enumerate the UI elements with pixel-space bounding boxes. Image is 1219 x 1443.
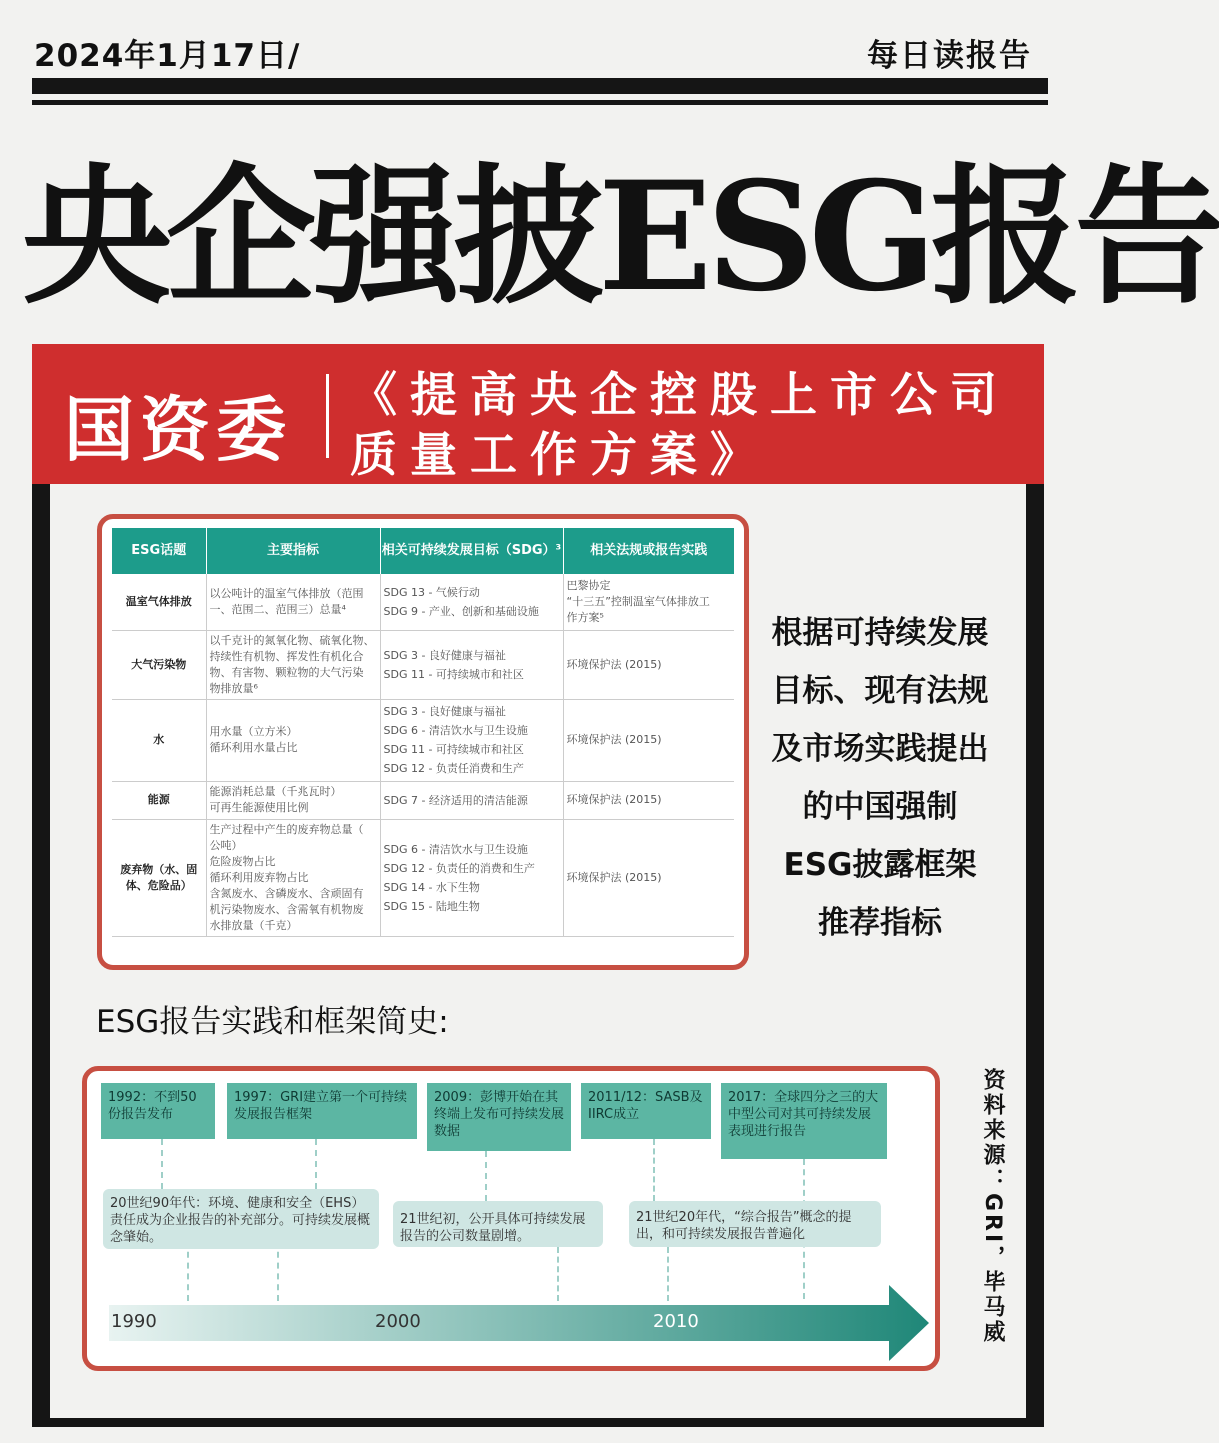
table-body <box>112 574 734 936</box>
indicators-line: 循环利用水量占比 <box>209 741 298 754</box>
timeline-era-2000s: 21世纪初，公开具体可持续发展报告的公司数量剧增。 <box>393 1201 603 1247</box>
table-header-cell: 相关法规或报告实践 <box>563 528 734 574</box>
sdgs-line: SDG 3 - 良好健康与福祉 <box>383 705 506 718</box>
table-header-cell: ESG话题 <box>112 528 206 574</box>
topic-cell: 水 <box>112 699 206 781</box>
sdgs-line: SDG 14 - 水下生物 <box>383 880 480 894</box>
indicators-line: 物、有害物、颗粒物的大气污染 <box>209 665 364 679</box>
indicators-line: 循环利用废弃物占比 <box>209 870 309 884</box>
banner-doc-title-line2: 质量工作方案》 <box>350 428 770 483</box>
timeline-event-2011: 2011/12：SASB及IIRC成立 <box>581 1083 711 1139</box>
sdgs-line: SDG 3 - 良好健康与福祉 <box>383 648 506 662</box>
sdgs-line: SDG 6 - 清洁饮水与卫生设施 <box>383 842 528 856</box>
sdgs-line: SDG 13 - 气候行动 <box>383 585 480 599</box>
brand-name: 每日读报告 <box>867 38 1032 74</box>
indicators-line: 以公吨计的温室气体排放（范围 <box>209 586 364 600</box>
regs-line: 巴黎协定 <box>566 578 611 592</box>
table-row <box>112 630 734 699</box>
year-label-2010: 2010 <box>653 1311 699 1332</box>
header-rule <box>32 78 1048 94</box>
sdgs-line: SDG 12 - 负责任的消费和生产 <box>383 861 535 875</box>
year-label-1990: 1990 <box>111 1311 157 1332</box>
connector-line <box>315 1139 317 1189</box>
sdgs-cell <box>380 574 563 630</box>
topic-cell: 温室气体排放 <box>112 574 206 630</box>
timeline-section-title: ESG报告实践和框架简史: <box>96 1004 449 1040</box>
indicators-line: 能源消耗总量（千兆瓦时） <box>209 785 342 798</box>
indicators-cell <box>206 630 380 699</box>
esg-indicator-table <box>112 528 734 937</box>
indicators-line: 物排放量⁶ <box>209 681 258 695</box>
frame-bottom-border <box>32 1418 1044 1427</box>
sdgs-cell <box>380 630 563 699</box>
regs-line: 环境保护法 (2015) <box>566 870 662 884</box>
indicators-cell <box>206 819 380 936</box>
source-note: 资料来源：GRI，毕马威 <box>980 1068 1005 1346</box>
side-text-line: ESG披露框架 <box>783 847 977 883</box>
side-text-line: 目标、现有法规 <box>771 673 989 709</box>
frame-right-border <box>1026 484 1044 1420</box>
indicators-line: 机污染物废水、含需氧有机物废 <box>209 902 364 916</box>
regs-line: 作方案⁵ <box>566 610 604 624</box>
sdgs-cell <box>380 819 563 936</box>
banner-divider <box>326 374 329 458</box>
banner-doc-title-line1: 《提高央企控股上市公司 <box>350 368 1010 423</box>
regs-cell <box>563 819 734 936</box>
topic-cell: 大气污染物 <box>112 630 206 699</box>
timeline-event-2017: 2017：全球四分之三的大中型公司对其可持续发展表现进行报告 <box>721 1083 887 1159</box>
indicators-line: 用水量（立方米） <box>209 725 298 738</box>
regs-line: 环境保护法 (2015) <box>566 793 662 806</box>
timeline-event-1992: 1992：不到50份报告发布 <box>101 1083 215 1139</box>
timeline-era-1990s: 20世纪90年代：环境、健康和安全（EHS）责任成为企业报告的补充部分。可持续发展概念肇始。 <box>103 1189 379 1249</box>
table-header-cell: 相关可持续发展目标（SDG）³ <box>380 528 563 574</box>
table-header-row <box>112 528 734 574</box>
indicators-cell <box>206 699 380 781</box>
topic-cell: 能源 <box>112 781 206 819</box>
table-header-cell: 主要指标 <box>206 528 380 574</box>
table-row <box>112 819 734 936</box>
timeline-event-2009: 2009：彭博开始在其终端上发布可持续发展数据 <box>427 1083 571 1151</box>
indicators-line: 水排放量（千克） <box>209 918 298 932</box>
regs-cell <box>563 699 734 781</box>
side-text-line: 根据可持续发展 <box>771 615 989 651</box>
side-text-line: 及市场实践提出 <box>771 731 989 767</box>
side-text-line: 推荐指标 <box>818 905 942 941</box>
indicators-line: 危险废物占比 <box>209 854 276 868</box>
table-row <box>112 781 734 819</box>
side-text-line: 的中国强制 <box>802 789 958 825</box>
table-row <box>112 699 734 781</box>
headline: 央企强披ESG报告 <box>22 149 1219 325</box>
indicators-line: 持续性有机物、挥发性有机化合 <box>209 649 364 663</box>
indicators-line: 可再生能源使用比例 <box>209 801 309 814</box>
sdgs-cell <box>380 781 563 819</box>
sdgs-line: SDG 6 - 清洁饮水与卫生设施 <box>383 724 528 737</box>
indicators-line: 一、范围二、范围三）总量⁴ <box>209 602 346 616</box>
connector-line <box>653 1139 655 1201</box>
regs-cell <box>563 630 734 699</box>
connector-line <box>161 1139 163 1189</box>
timeline-event-1997: 1997：GRI建立第一个可持续发展报告框架 <box>227 1083 417 1139</box>
timeline-card <box>82 1066 940 1371</box>
indicators-cell <box>206 574 380 630</box>
indicators-cell <box>206 781 380 819</box>
sdgs-line: SDG 9 - 产业、创新和基础设施 <box>383 604 539 618</box>
indicators-line: 生产过程中产生的废弃物总量（ <box>209 822 364 836</box>
indicators-line: 公吨） <box>209 838 243 852</box>
sdgs-cell <box>380 699 563 781</box>
sdgs-line: SDG 12 - 负责任消费和生产 <box>383 762 524 775</box>
sdgs-line: SDG 11 - 可持续城市和社区 <box>383 743 524 756</box>
connector-line <box>485 1151 487 1201</box>
table-row <box>112 574 734 630</box>
indicators-line: 以千克计的氮氧化物、硫氧化物、 <box>209 633 375 647</box>
regs-cell <box>563 781 734 819</box>
timeline-arrow <box>109 1285 929 1361</box>
frame-left-border <box>32 484 50 1420</box>
sdgs-line: SDG 15 - 陆地生物 <box>383 899 480 913</box>
sdgs-line: SDG 7 - 经济适用的清洁能源 <box>383 793 528 807</box>
header-rule-thin <box>32 100 1048 105</box>
sdgs-line: SDG 11 - 可持续城市和社区 <box>383 667 524 681</box>
red-banner <box>32 344 1044 484</box>
esg-indicator-table-card <box>97 514 749 970</box>
side-description <box>760 604 1000 952</box>
banner-org: 国资委 <box>64 389 292 471</box>
regs-cell <box>563 574 734 630</box>
timeline-era-2020s: 21世纪20年代，“综合报告”概念的提出，和可持续发展报告普遍化 <box>629 1201 881 1247</box>
regs-line: 环境保护法 (2015) <box>566 733 662 746</box>
year-label-2000: 2000 <box>375 1311 421 1332</box>
topic-cell: 废弃物（水、固体、危险品） <box>112 819 206 936</box>
regs-line: “十三五”控制温室气体排放工 <box>566 594 710 608</box>
indicators-line: 含氮废水、含磷废水、含顽固有 <box>209 886 364 900</box>
publish-date: 2024年1月17日/ <box>34 38 301 74</box>
regs-line: 环境保护法 (2015) <box>566 657 662 671</box>
